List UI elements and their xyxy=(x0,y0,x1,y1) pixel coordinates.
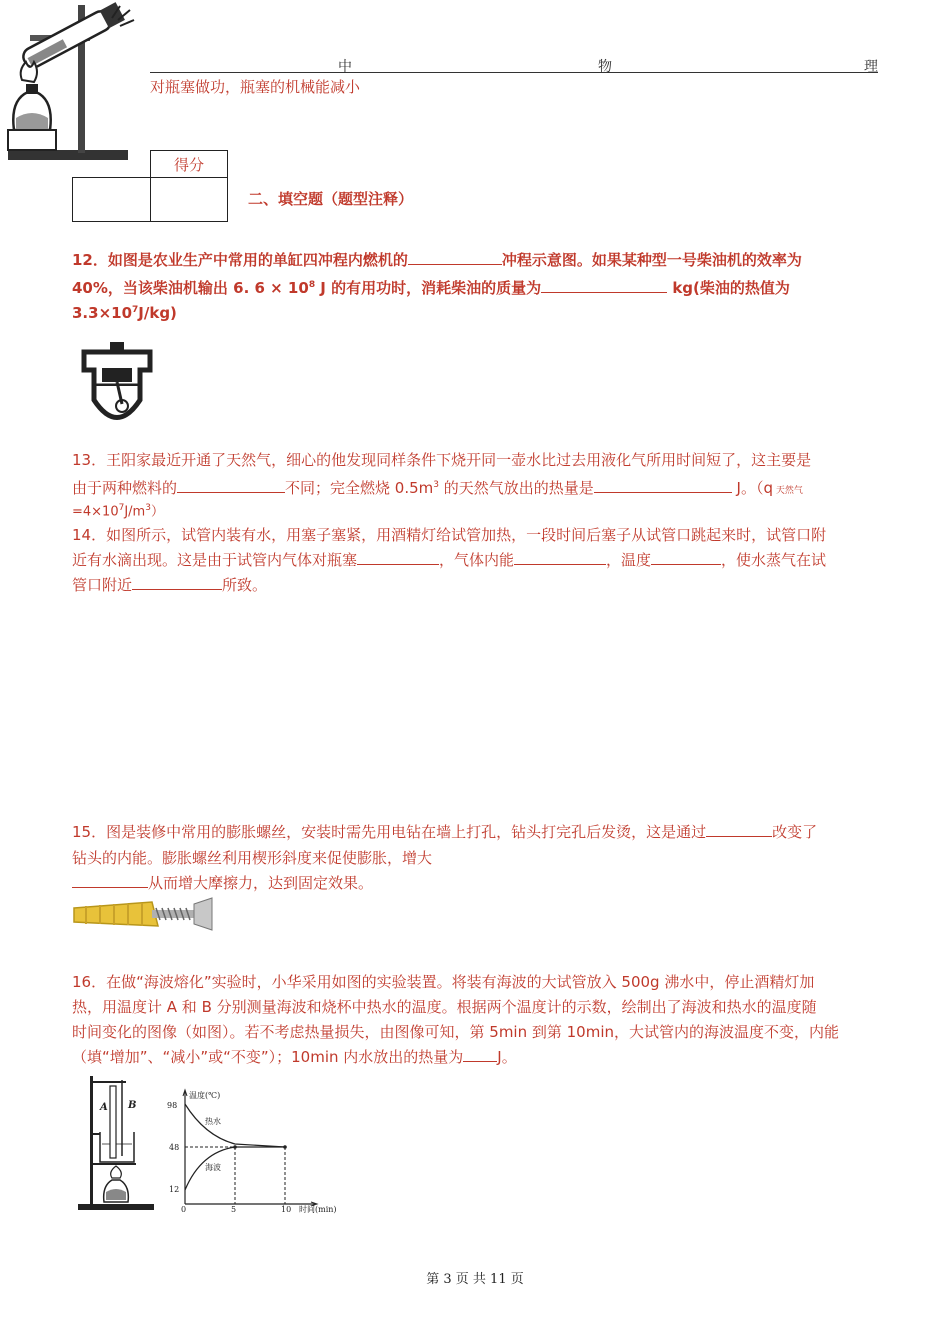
temperature-time-graph xyxy=(165,1086,345,1216)
score-table xyxy=(72,150,228,222)
header-mid: 物 xyxy=(598,59,612,75)
header-right: 理 xyxy=(864,59,878,75)
q12-line1: 12．如图是农业生产中常用的单缸四冲程内燃机的 冲程示意图。如果某种型一号柴油机的效率为 xyxy=(72,248,802,273)
q14-blank3[interactable] xyxy=(651,548,721,565)
section-title: 二、填空题（题型注释） xyxy=(248,190,414,208)
q15-blank1[interactable] xyxy=(706,820,772,837)
q12-blank2[interactable] xyxy=(541,276,667,293)
q14-line2: 近有水滴出现。这是由于试管内气体对瓶塞 ，气体内能 ，温度 ，使水蒸气在试 xyxy=(72,548,826,573)
graph-y98: 98 xyxy=(167,1101,178,1110)
water-curve xyxy=(185,1104,285,1147)
graph-x5: 5 xyxy=(231,1205,237,1214)
q14-blank4[interactable] xyxy=(132,573,222,590)
q15-blank2[interactable] xyxy=(72,871,148,888)
graph-y12: 12 xyxy=(169,1185,180,1194)
graph-ylabel: 温度(℃) xyxy=(189,1091,221,1100)
q13-line1: 13．王阳家最近开通了天然气，细心的他发现同样条件下烧开同一壶水比过去用液化气所用时间短了，这主要是 xyxy=(72,451,812,469)
test-tube-apparatus-figure xyxy=(0,0,140,170)
q12-line2: 40%，当该柴油机输出 6. $6 \times 10^8$ J 的有用功时，消耗柴油的质量为 kg(柴油的热值为 xyxy=(72,273,790,301)
q14-blank1[interactable] xyxy=(357,548,439,565)
q16-line3: 时间变化的图像（如图）。若不考虑热量损失，由图像可知，第 5min 到第 10min，大试管内的海波温度不变，内能 xyxy=(72,1023,840,1041)
label-a: A xyxy=(100,1102,108,1113)
q13-blank2[interactable] xyxy=(594,476,732,493)
graph-y48: 48 xyxy=(169,1143,180,1152)
melting-apparatus-figure xyxy=(76,1074,156,1214)
q12-blank1[interactable] xyxy=(408,248,502,265)
q14-line1: 14．如图所示，试管内装有水，用塞子塞紧，用酒精灯给试管加热，一段时间后塞子从试管口跳起来时，试管口附 xyxy=(72,526,827,544)
score-label: 得分 xyxy=(151,151,228,178)
q15-line2: 钻头的内能。膨胀螺丝利用楔形斜度来促使膨胀，增大 xyxy=(72,849,433,867)
score-cell-left[interactable] xyxy=(73,178,151,222)
label-b: B xyxy=(128,1100,137,1111)
q16-line4: （填“增加”、“减小”或“不变”）；10min 内水放出的热量为 J。 xyxy=(72,1045,517,1070)
q16-line1: 16．在做“海波熔化”实验时，小华采用如图的实验装置。将装有海波的大试管放入 500g 沸水中，停止酒精灯加 xyxy=(72,973,815,991)
q13-line2: 由于两种燃料的 不同；完全燃烧 $0.5m^3$ 的天然气放出的热量是 J。（q 天然气 xyxy=(72,473,803,504)
graph-x0: 0 xyxy=(181,1205,187,1214)
q15-line3: 从而增大摩擦力，达到固定效果。 xyxy=(72,871,373,896)
expansion-bolt-figure xyxy=(72,896,217,932)
score-cell-right[interactable] xyxy=(151,178,228,222)
label-haibo: 海波 xyxy=(205,1163,221,1172)
label-water: 热水 xyxy=(205,1117,221,1126)
page-header xyxy=(150,54,878,73)
q13-line3: $=4\times 10^7J/m^3$） xyxy=(72,503,164,520)
q15-line1: 15．图是装修中常用的膨胀螺丝，安装时需先用电钻在墙上打孔，钻头打完孔后发烫，这是通过 改变了 xyxy=(72,820,817,845)
q14-line3: 管口附近 所致。 xyxy=(72,573,267,598)
q12-line3: $3.3\times 10^7J/kg$) xyxy=(72,304,177,322)
graph-x10: 10 xyxy=(281,1205,292,1214)
q16-line2: 热，用温度计 A 和 B 分别测量海波和烧杯中热水的温度。根据两个温度计的示数，绘制出了海波和热水的温度随 xyxy=(72,998,817,1016)
q16-blank1[interactable] xyxy=(463,1045,497,1062)
page-footer: 第 3 页 共 11 页 xyxy=(426,1272,524,1287)
header-left: 中 xyxy=(338,59,352,75)
q14-blank2[interactable] xyxy=(514,548,606,565)
q13-blank1[interactable] xyxy=(177,476,285,493)
graph-xlabel: 时间(min) xyxy=(299,1205,337,1214)
engine-cylinder-figure xyxy=(80,340,155,430)
top-text: 对瓶塞做功，瓶塞的机械能减小 xyxy=(150,78,361,96)
